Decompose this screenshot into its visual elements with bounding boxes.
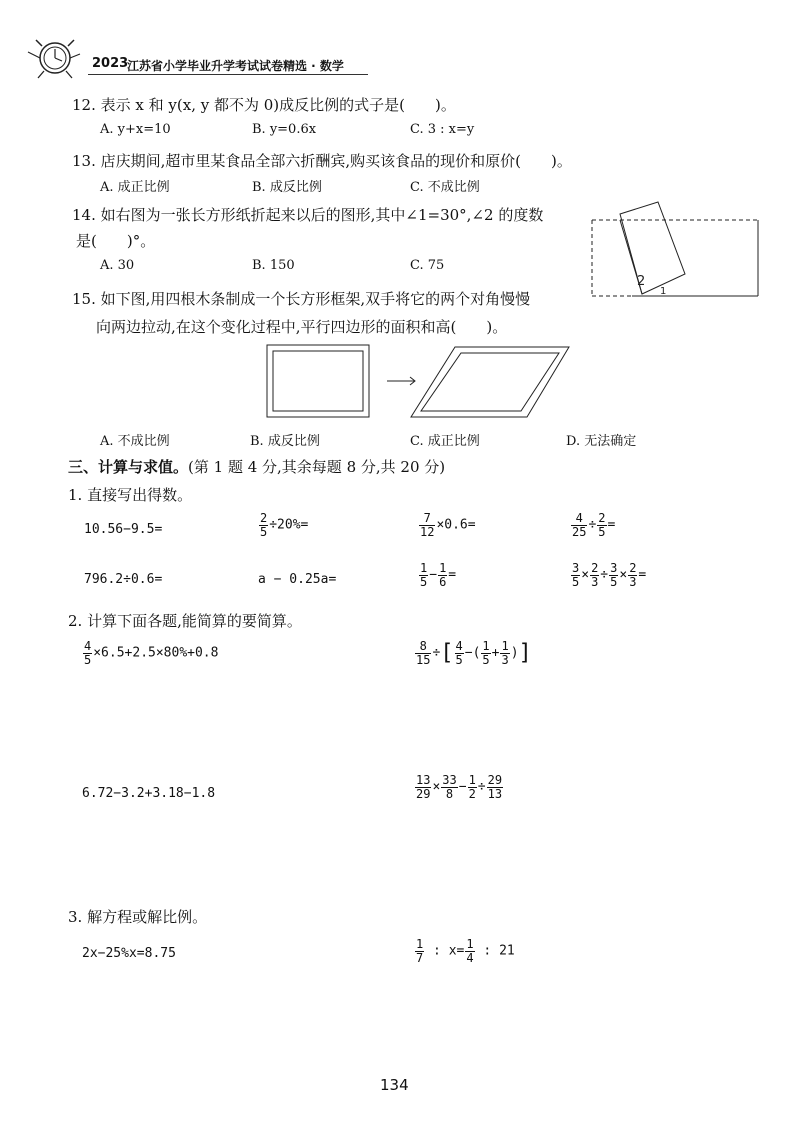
frac-numerator: 4 [455, 639, 463, 653]
q14-number: 14. [72, 206, 96, 224]
frac-denominator: 3 [629, 574, 637, 589]
frac-numerator: 2 [629, 561, 637, 575]
operator: ÷ [432, 645, 441, 661]
left-bracket: [ [440, 640, 454, 666]
q15-parallelogram-inner [421, 353, 559, 411]
q14-option-c: C. 75 [410, 258, 445, 273]
operator: × [432, 779, 441, 795]
frac-numerator: 1 [501, 639, 509, 653]
simplify-item-3: 6.72−3.2+3.18−1.8 [82, 786, 216, 801]
operator: × [619, 567, 628, 583]
q15-parallelogram-outer [411, 347, 569, 417]
calc-item-2-op: ÷20%= [269, 517, 309, 533]
q13-number: 13. [72, 152, 96, 170]
q15-rectangle-inner [273, 351, 363, 411]
frac-denominator: 12 [420, 524, 435, 539]
q12-option-c: C. 3 : x=y [410, 122, 475, 137]
frac-numerator: 4 [571, 512, 587, 526]
frac-denominator: 5 [260, 524, 268, 539]
q13-option-c: C. 不成比例 [410, 180, 480, 195]
frac-denominator: 29 [416, 786, 431, 801]
frac-numerator: 1 [420, 561, 428, 575]
frac-denominator: 6 [439, 574, 447, 589]
q14-angle2-label: 2 [637, 274, 646, 289]
frac-denominator: 3 [501, 652, 509, 667]
q13-text: 店庆期间,超市里某食品全部六折酬宾,购买该食品的现价和原价( )。 [100, 152, 572, 170]
section3-title: 三、计算与求值。 [68, 458, 189, 476]
operator: − [429, 567, 438, 583]
q12-number: 12. [72, 96, 96, 114]
clock-mascot-icon [22, 34, 82, 80]
simplify-item-4 [414, 774, 504, 800]
part3-title: 3. 解方程或解比例。 [68, 908, 208, 926]
frac-denominator: 5 [598, 524, 606, 539]
q12-text: 表示 x 和 y(x, y 都不为 0)成反比例的式子是( )。 [100, 96, 456, 114]
proportion-1 [414, 938, 515, 964]
q12-stem [72, 94, 456, 115]
q15-text-line1: 如下图,用四根木条制成一个长方形框架,双手将它的两个对角慢慢 [100, 290, 531, 308]
frac-numerator: 1 [468, 773, 476, 787]
simplify-item-1-rest: ×6.5+2.5×80%+0.8 [93, 645, 219, 661]
frac-numerator: 1 [482, 639, 490, 653]
header-underline [88, 74, 368, 75]
equals-sign: = [448, 567, 457, 583]
q14-stem-line2: 是( )°。 [76, 232, 156, 250]
frac-denominator: 5 [482, 652, 490, 667]
simplify-item-2 [414, 640, 532, 666]
frac-numerator: 3 [610, 561, 618, 575]
q14-folded-flap [620, 202, 685, 294]
frac-numerator: 13 [416, 773, 431, 787]
equals-sign: = [607, 517, 616, 533]
calc-item-1: 10.56−9.5= [84, 522, 163, 537]
frac-denominator: 2 [468, 786, 476, 801]
equation-1: 2x−25%x=8.75 [82, 946, 176, 961]
operator: ÷ [588, 517, 597, 533]
calc-item-2 [258, 512, 308, 538]
frac-numerator: 1 [439, 561, 447, 575]
header-year: 2023 [92, 56, 129, 71]
frac-denominator: 7 [416, 950, 424, 965]
q15-option-b: B. 成反比例 [250, 434, 320, 449]
header-mascot [22, 34, 82, 80]
q13-stem [72, 150, 572, 171]
frac-numerator: 2 [260, 511, 268, 525]
operator: ÷ [477, 779, 486, 795]
q13-option-a: A. 成正比例 [100, 180, 170, 195]
operator: + [491, 645, 500, 661]
section3-note: (第 1 题 4 分,其余每题 8 分,共 20 分) [188, 458, 446, 476]
frac-denominator: 5 [420, 574, 428, 589]
q14-folded-paper-figure [590, 196, 760, 306]
frac-numerator: 2 [591, 561, 599, 575]
q15-option-c: C. 成正比例 [410, 434, 480, 449]
q15-frame-figure [265, 343, 605, 423]
proportion-end: : 21 [475, 943, 515, 959]
header-title: 江苏省小学毕业升学考试试卷精选 · 数学 [127, 59, 344, 73]
q14-stem-line1 [72, 204, 543, 225]
frac-denominator: 25 [572, 524, 587, 539]
operator: × [581, 567, 590, 583]
frac-denominator: 5 [84, 652, 92, 667]
frac-denominator: 8 [445, 786, 454, 801]
frac-denominator: 5 [610, 574, 618, 589]
part1-title: 1. 直接写出得数。 [68, 486, 193, 504]
calc-item-3-op: ×0.6= [436, 517, 476, 533]
calc-item-5: 796.2÷0.6= [84, 572, 163, 587]
frac-numerator: 33 [442, 773, 457, 787]
right-bracket: ] [518, 640, 532, 666]
frac-numerator: 3 [572, 561, 580, 575]
calc-item-3 [418, 512, 476, 538]
q15-option-a: A. 不成比例 [100, 434, 170, 449]
operator: − [458, 779, 467, 795]
frac-numerator: 29 [487, 773, 503, 787]
q13-option-b: B. 成反比例 [252, 180, 322, 195]
equals-sign: = [638, 567, 647, 583]
simplify-item-1 [82, 640, 218, 666]
section3-heading [68, 456, 445, 477]
part2-title: 2. 计算下面各题,能简算的要简算。 [68, 612, 302, 630]
q14-text-line1: 如右图为一张长方形纸折起来以后的图形,其中∠1=30°,∠2 的度数 [100, 206, 544, 224]
q12-option-a: A. y+x=10 [100, 122, 171, 137]
operator: ÷ [600, 567, 609, 583]
q15-stem-line1 [72, 288, 530, 309]
q14-option-b: B. 150 [252, 258, 295, 273]
frac-numerator: 2 [598, 511, 606, 525]
right-paren: ) [510, 645, 519, 661]
frac-numerator: 1 [416, 937, 424, 951]
q14-option-a: A. 30 [100, 258, 135, 273]
frac-denominator: 15 [416, 652, 431, 667]
q15-number: 15. [72, 290, 96, 308]
frac-numerator: 8 [415, 640, 431, 654]
q15-rectangle-outer [267, 345, 369, 417]
frac-denominator: 5 [572, 574, 580, 589]
calc-item-7 [418, 562, 456, 588]
calc-item-8 [570, 562, 646, 588]
frac-denominator: 5 [455, 652, 463, 667]
page-number: 134 [380, 1076, 409, 1094]
frac-numerator: 4 [84, 639, 92, 653]
frac-denominator: 4 [466, 950, 474, 965]
q14-angle1-label: 1 [660, 286, 667, 297]
calc-item-4 [570, 512, 615, 538]
operator: −( [464, 645, 481, 661]
frac-numerator: 1 [466, 937, 474, 951]
q15-option-d: D. 无法确定 [566, 434, 637, 449]
frac-numerator: 7 [419, 512, 435, 526]
proportion-middle: : x= [425, 943, 465, 959]
frac-denominator: 13 [487, 786, 503, 801]
q15-stem-line2: 向两边拉动,在这个变化过程中,平行四边形的面积和高( )。 [96, 318, 508, 336]
calc-item-6: a − 0.25a= [258, 572, 337, 587]
frac-denominator: 3 [591, 574, 599, 589]
q12-option-b: B. y=0.6x [252, 122, 317, 137]
